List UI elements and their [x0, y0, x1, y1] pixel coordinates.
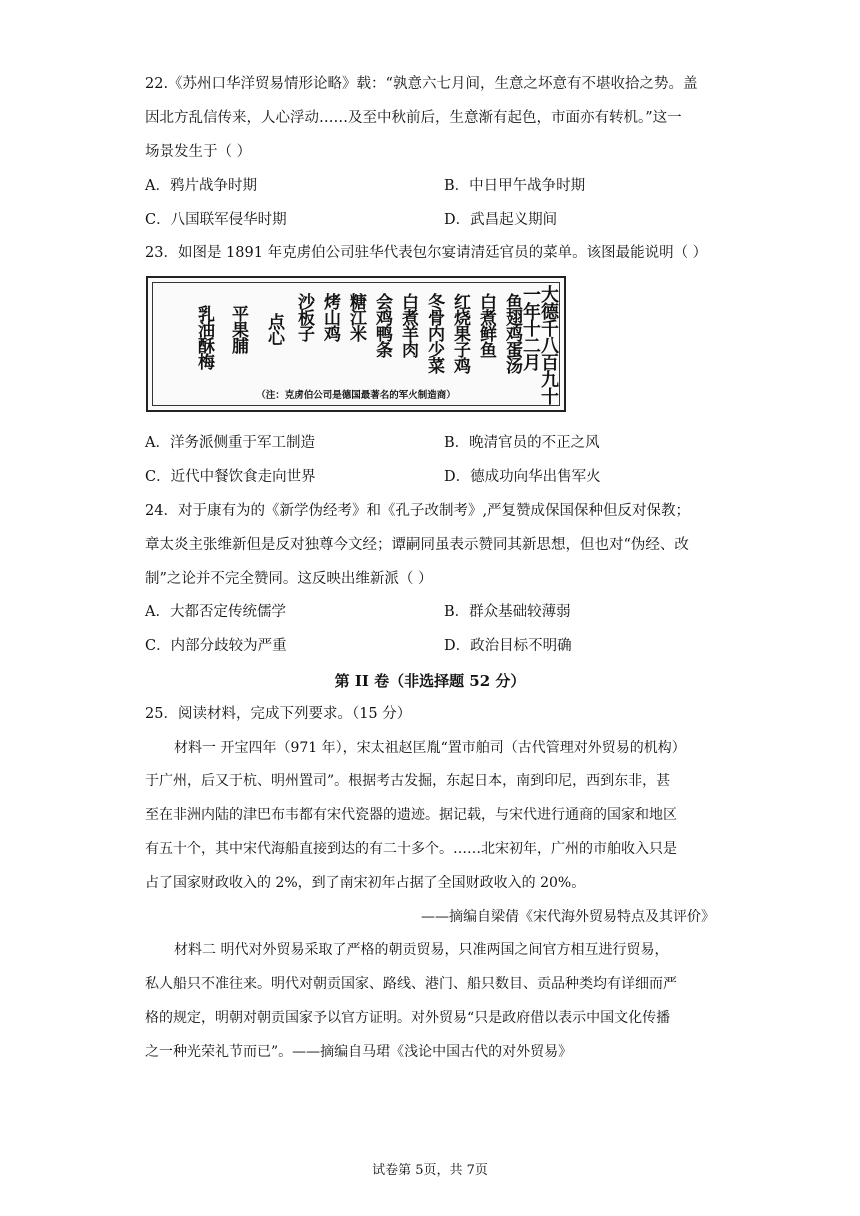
q22-option-c[interactable]: C．八国联军侵华时期 [145, 212, 287, 228]
menu-dish: 冬骨内少菜 [424, 293, 444, 373]
section-title: 第 II 卷（非选择题 52 分） [334, 672, 526, 690]
q23-option-a[interactable]: A．洋务派侧重于军工制造 [145, 435, 315, 451]
q23-option-b[interactable]: B．晚清官员的不正之风 [444, 435, 600, 451]
q22-option-d[interactable]: D．武昌起义期间 [444, 212, 558, 228]
menu-dish: 烤山鸡 [320, 293, 340, 341]
q23-option-d[interactable]: D．德成功向华出售军火 [444, 469, 601, 485]
q24-stem-line-2: 章太炎主张维新但是反对独尊今文经；谭嗣同虽表示赞同其新思想，但也对“伪经、改 [145, 537, 689, 553]
material1-source: ——摘编自梁倩《宋代海外贸易特点及其评价》 [421, 909, 715, 925]
menu-note: （注：克虏伯公司是德国最著名的军火制造商） [256, 390, 456, 401]
menu-dish: 鱼翅鸡蛋汤 [502, 293, 522, 373]
q24-stem-line-1: 24．对于康有为的《新学伪经考》和《孔子改制考》,严复赞成保国保种但反对保教； [145, 503, 691, 519]
material2-line-1: 材料二 明代对外贸易采取了严格的朝贡贸易，只准两国之间官方相互进行贸易， [174, 942, 669, 958]
material1-line-1: 材料一 开宝四年（971 年），宋太祖赵匡胤“置市舶司（古代管理对外贸易的机构） [174, 740, 686, 756]
material1-line-5: 占了国家财政收入的 2%，到了南宋初年占据了全国财政收入的 20%。 [145, 875, 586, 891]
menu-dish: 糖江米 [346, 293, 366, 341]
q22-option-b[interactable]: B．中日甲午战争时期 [444, 178, 586, 194]
q22-stem-line-1: 22.《苏州口华洋贸易情形论略》载：“孰意六七月间，生意之坏意有不堪收拾之势。盖 [145, 76, 698, 92]
q24-option-b[interactable]: B．群众基础较薄弱 [444, 604, 571, 620]
material2-line-4: 之一种光荣礼节而已”。——摘编自马珺《浅论中国古代的对外贸易》 [145, 1044, 573, 1060]
q23-option-c[interactable]: C．近代中餐饮食走向世界 [145, 469, 316, 485]
menu-border [152, 282, 560, 406]
q23-stem: 23．如图是 1891 年克虏伯公司驻华代表包尔宴请清廷官员的菜单。该图最能说明（ ） [145, 245, 708, 261]
material1-line-4: 有五十个，其中宋代海船直接到达的有二十多个。……北宋初年，广州的市舶收入只是 [145, 841, 677, 857]
page-footer: 试卷第 5页，共 7页 [372, 1163, 488, 1178]
material1-line-2: 于广州，后又于杭、明州置司”。根据考古发掘，东起日本，南到印尼，西到东非，甚 [145, 773, 671, 789]
menu-dish: 白煮羊肉 [398, 293, 418, 357]
material1-line-3: 至在非洲内陆的津巴布韦都有宋代瓷器的遗迹。据记载，与宋代进行通商的国家和地区 [145, 807, 677, 823]
q22-stem-line-2: 因北方乱信传来，人心浮动……及至中秋前后，生意渐有起色，市面亦有转机。”这一 [145, 110, 682, 126]
menu-dish: 平果脯 [228, 305, 248, 353]
material2-line-3: 格的规定，明朝对朝贡国家予以官方证明。对外贸易“只是政府借以表示中国文化传播 [145, 1010, 671, 1026]
q24-option-c[interactable]: C．内部分歧较为严重 [145, 638, 287, 654]
q25-stem: 25．阅读材料，完成下列要求。（15 分） [145, 706, 412, 722]
menu-image [146, 276, 566, 412]
q24-option-a[interactable]: A．大都否定传统儒学 [145, 604, 286, 620]
menu-dish: 白煮鲜鱼 [476, 293, 496, 357]
material2-line-2: 私人船只不准往来。明代对朝贡国家、路线、港门、船只数目、贡品种类均有详细而严 [145, 976, 677, 992]
q24-option-d[interactable]: D．政治目标不明确 [444, 638, 572, 654]
menu-dish: 点心 [264, 313, 284, 345]
menu-dish: 乳油酥梅 [194, 305, 214, 369]
menu-dish: 沙板子 [294, 293, 314, 341]
q22-option-a[interactable]: A．鸦片战争时期 [145, 178, 257, 194]
menu-dish: 会鸡鸭条 [372, 293, 392, 357]
q22-stem-line-3: 场景发生于（ ） [145, 144, 252, 160]
q24-stem-line-3: 制”之论并不完全赞同。这反映出维新派（ ） [145, 571, 433, 587]
menu-dish: 红烧果子鸡 [450, 293, 470, 373]
menu-date-column: 大德千八百九十一年十二月 [520, 285, 559, 404]
